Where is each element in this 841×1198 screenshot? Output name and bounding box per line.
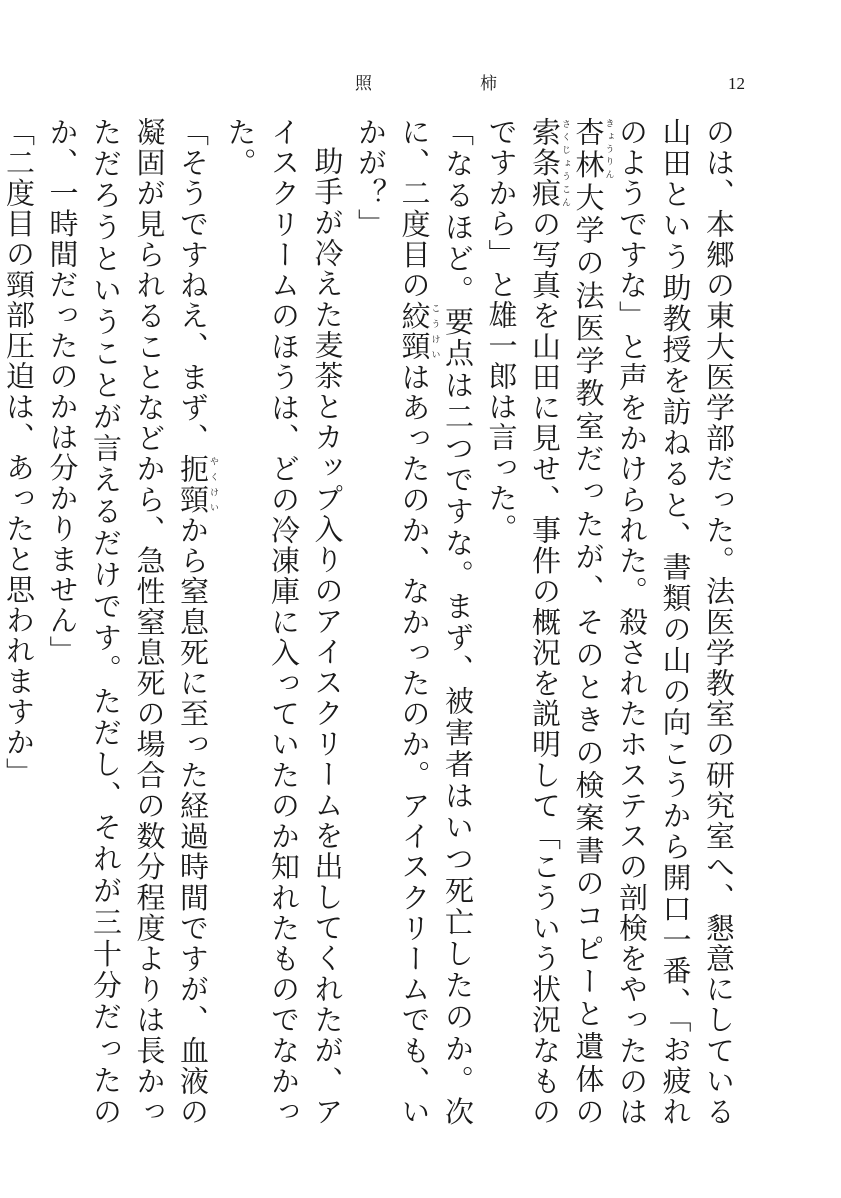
ruby-sakujoukon-reading: さくじょうこん [560, 117, 570, 209]
ruby-sakujoukon [528, 117, 570, 209]
ruby-yakukei-reading: やくけい [208, 453, 218, 515]
ruby-kei [397, 331, 440, 362]
running-header [300, 72, 540, 96]
paragraph-4 [40, 117, 218, 1127]
ruby-kei-reading: けい [429, 331, 440, 362]
ruby-kou-base: 絞 [397, 300, 432, 332]
ruby-kyorin [571, 117, 614, 183]
paragraph-4-part-b: から窒息死に至った経過時間ですが、血液の凝固が見られることなどから、急性窒息死の場合の数分程度よりは長かっただろうということが言えるだけです。ただし、それが三十分だったのか、一時間だったのかは分かりません」 [45, 117, 210, 1127]
paragraph-5: 「二度目の頸部圧迫は、あったと思われますか」 [2, 117, 36, 788]
ruby-kyorin-base: 杏林 [571, 117, 606, 183]
body-text [2, 117, 740, 1128]
paragraph-1 [479, 117, 740, 1127]
ruby-kei-base: 頸 [397, 331, 432, 362]
paragraph-3: 助手が冷えた麦茶とカップ入りのアイスクリームを出してくれたが、アイスクリームのほうは、どの冷凍庫に入っていたのか知れたものでなかった。 [223, 117, 345, 1127]
paragraph-2-part-c: はあったのか、なかったのか。アイスクリームでも、いかが？」 [354, 117, 432, 1127]
paragraph-1-part-b: 大学の法医学教室だったが、そのときの検案書のコピーと遺体の [571, 182, 606, 1128]
ruby-kyorin-reading: きょうりん [603, 117, 614, 181]
paragraph-2-part-a: 「なるほど。要点は二つですな。まず、被害者はいつ死亡したのか。次に、二度目の [397, 117, 475, 1127]
header-title-char-2: 柿 [480, 74, 497, 94]
header-title-char-1: 照 [355, 74, 372, 94]
ruby-yakukei-base: 扼頸 [176, 453, 210, 515]
ruby-sakujoukon-base: 索条痕 [528, 117, 562, 209]
ruby-yakukei [176, 453, 218, 515]
ruby-kou [397, 300, 440, 332]
paragraph-1-part-a: のは、本郷の東大医学部だった。法医学教室の研究室へ、懇意にしている山田という助教授を訪ねると、書類の山の向こうから開口一番、「お疲れのようですな」と声をかけられた。殺されたホステスの剖検をやったのは [615, 117, 736, 1127]
ruby-kou-reading: こう [429, 300, 440, 332]
page-number: 12 [728, 74, 745, 93]
paragraph-1-part-c: の写真を山田に見せ、事件の概況を説明して「こういう状況なものですから」と雄一郎は言った。 [484, 117, 562, 1127]
paragraph-2 [349, 117, 480, 1127]
paragraph-4-part-a: 「そうですねえ、まず、 [176, 117, 210, 454]
